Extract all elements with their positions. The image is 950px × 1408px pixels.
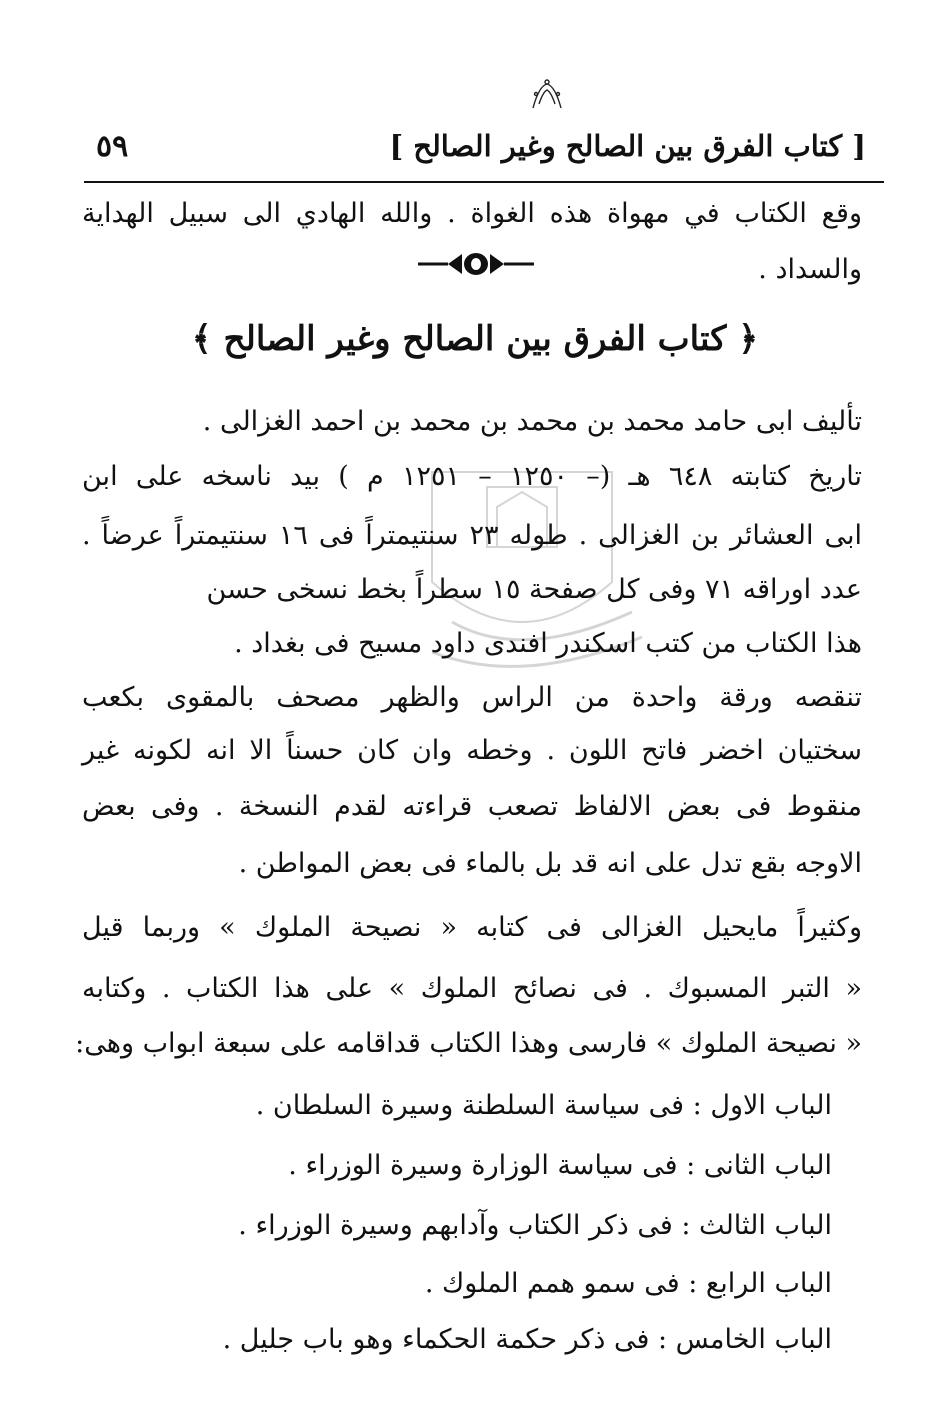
section-divider-icon (418, 250, 534, 278)
chapter-line: الباب الخامس : فى ذكر حكمة الحكماء وهو باب جليل . (222, 1324, 832, 1355)
body-line: تأليف ابى حامد محمد بن محمد بن محمد بن احمد الغزالى . (202, 406, 862, 437)
body-line: عدد اوراقه ٧١ وفى كل صفحة ١٥ سطراً بخط نسخى حسن (206, 574, 862, 605)
body-line: الاوجه بقع تدل على انه قد بل بالماء فى بعض المواطن . (238, 848, 862, 879)
body-line: هذا الكتاب من كتب اسكندر افندى داود مسيح فى بغداد . (234, 628, 862, 659)
running-title: [ كتاب الفرق بين الصالح وغير الصالح ] (389, 129, 866, 163)
body-line: وكثيراً مايحيل الغزالى فى كتابه « نصيحة الملوك » وربما قيل (82, 912, 862, 943)
body-line: ابى العشائر بن الغزالى . طوله ٢٣ سنتيمتراً فى ١٦ سنتيمتراً عرضاً . (82, 520, 862, 551)
chapter-line: الباب الاول : فى سياسة السلطنة وسيرة السلطان . (255, 1090, 832, 1121)
intro-line: وقع الكتاب في مهواة هذه الغواة . والله الهادي الى سبيل الهداية (82, 198, 862, 229)
page-number: ٥٩ (96, 128, 129, 164)
chapter-line: الباب الثالث : فى ذكر الكتاب وآدابهم وسيرة الوزراء . (238, 1210, 832, 1241)
body-line: سختيان اخضر فاتح اللون . وخطه وان كان حسناً الا انه لكونه غير (82, 735, 862, 766)
book-title: ﴿ كتاب الفرق بين الصالح وغير الصالح ﴾ (191, 319, 759, 359)
body-line: « نصيحة الملوك » فارسى وهذا الكتاب قداقامه على سبعة ابواب وهى: (75, 1028, 862, 1059)
ornament-icon (527, 78, 567, 114)
chapter-line: الباب الثانى : فى سياسة الوزارة وسيرة الوزراء . (288, 1150, 832, 1181)
page-header (96, 120, 866, 172)
intro-line: والسداد . (758, 254, 862, 285)
body-line: تاريخ كتابته ٦٤٨ هـ (– ١٢٥٠ – ١٢٥١ م ) بيد ناسخه على ابن (82, 461, 862, 492)
body-line: منقوط فى بعض الالفاظ تصعب قراءته لقدم النسخة . وفى بعض (82, 791, 862, 822)
header-rule (84, 181, 884, 183)
body-line: تنقصه ورقة واحدة من الراس والظهر مصحف بالمقوى بكعب (82, 682, 862, 713)
body-line: « التبر المسبوك . فى نصائح الملوك » على هذا الكتاب . وكتابه (82, 973, 862, 1004)
chapter-line: الباب الرابع : فى سمو همم الملوك . (424, 1268, 832, 1299)
